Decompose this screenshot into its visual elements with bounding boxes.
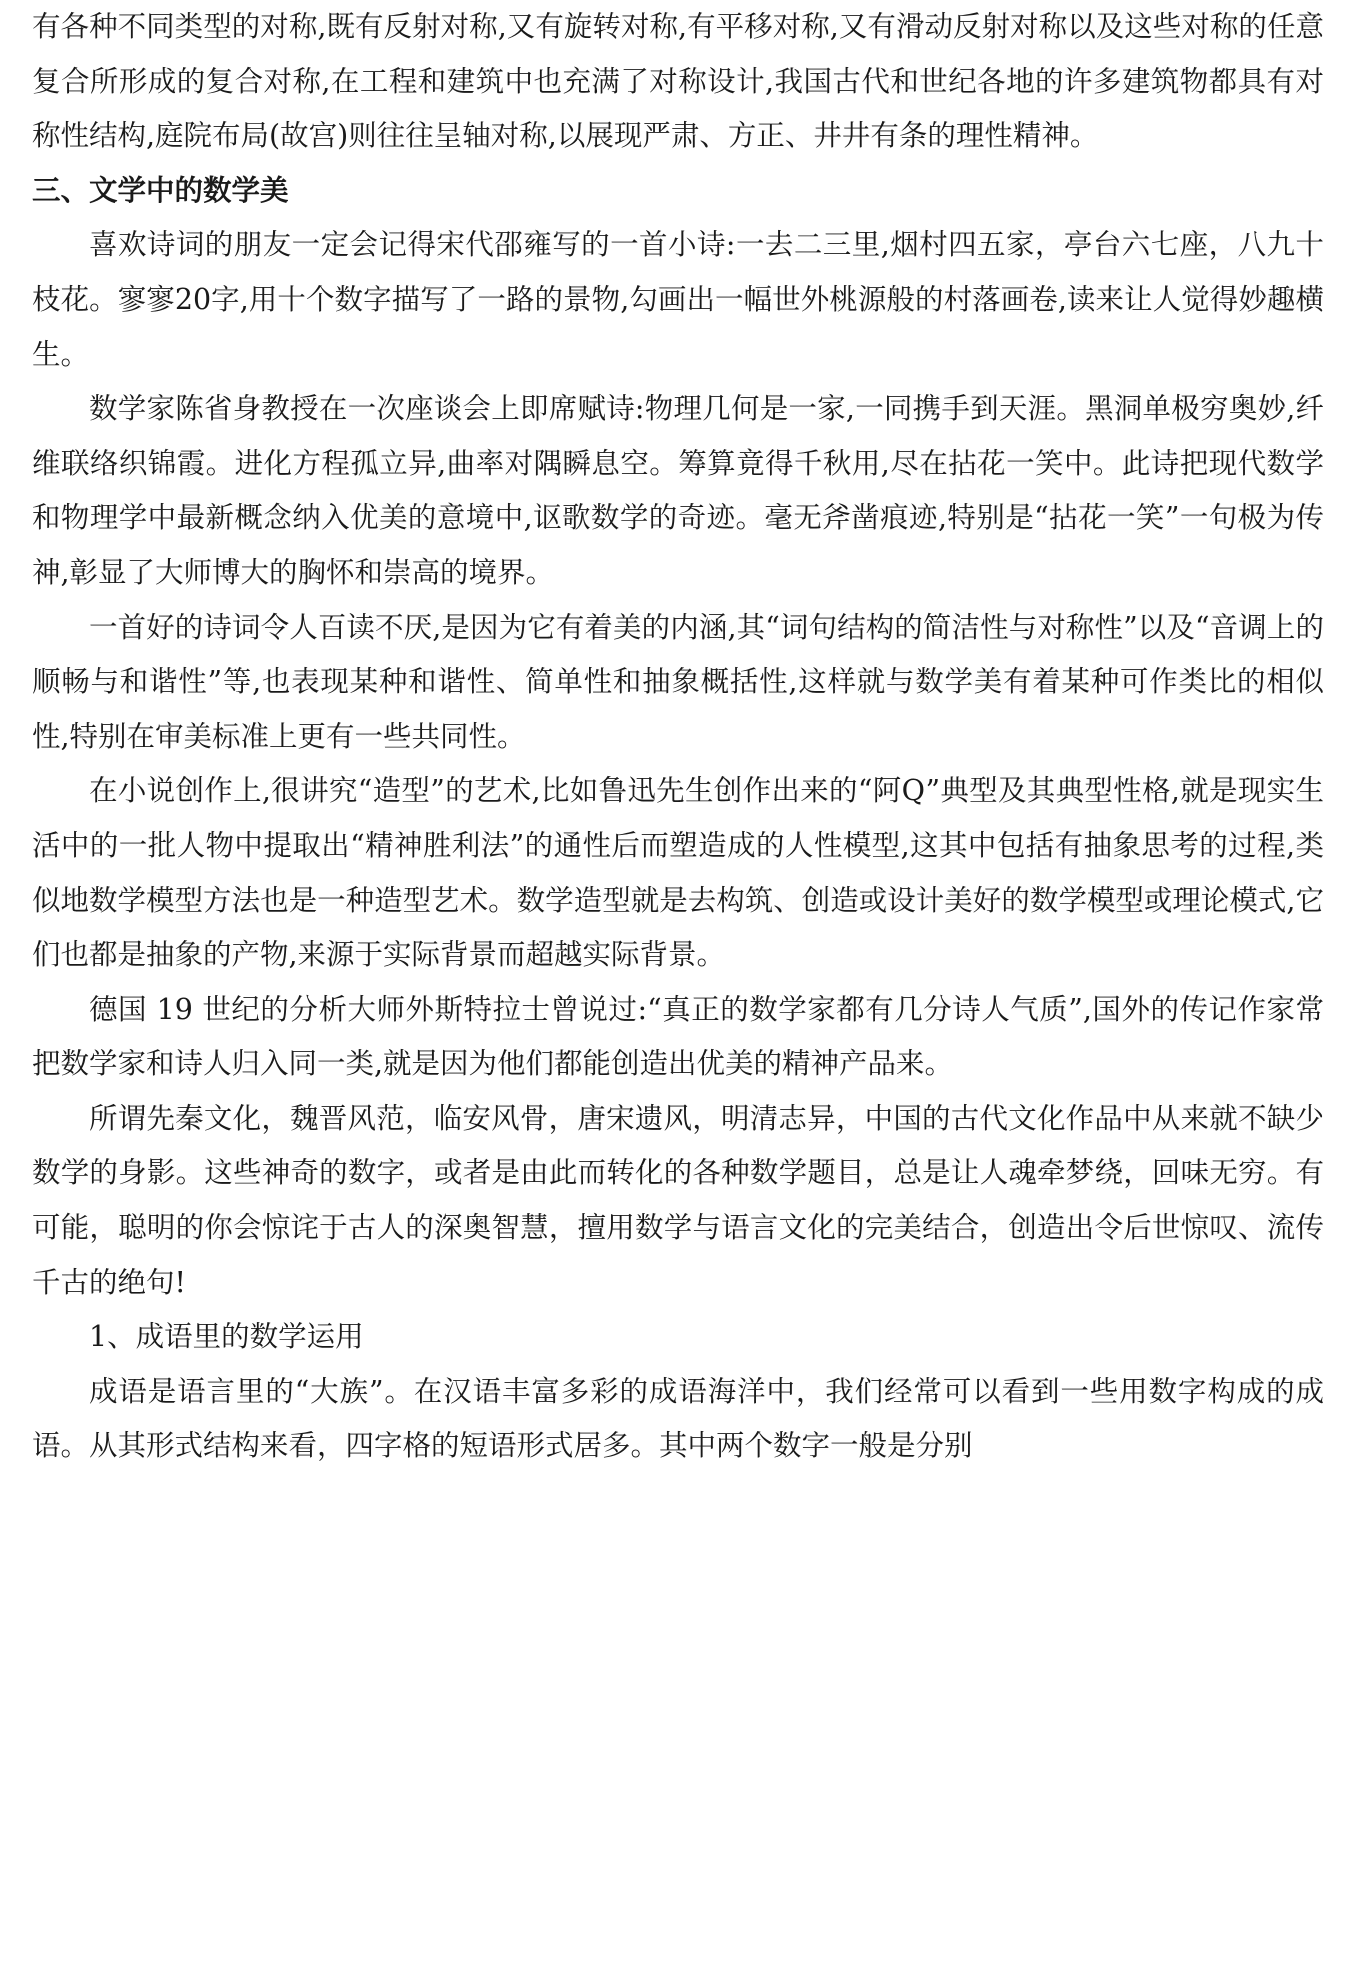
paragraph-symmetry-continuation: 有各种不同类型的对称,既有反射对称,又有旋转对称,有平移对称,又有滑动反射对称以及这些对称的任意复合所形成的复合对称,在工程和建筑中也充满了对称设计,我国古代和世纪各地的许多建筑物都具有对称性结构,庭院布局(故宫)则往往呈轴对称,以展现严肃、方正、井井有条的理性精神。 bbox=[32, 10, 1324, 153]
section-heading-literature-math-beauty: 三、文学中的数学美 bbox=[32, 173, 289, 207]
paragraph-chern-poem: 数学家陈省身教授在一次座谈会上即席赋诗:物理几何是一家,一同携手到天涯。黑洞单极穷奥妙,纤维联络织锦霞。进化方程孤立异,曲率对隅瞬息空。筹算竟得千秋用,尽在拈花一笑中。此诗把现代数学和物理学中最新概念纳入优美的意境中,讴歌数学的奇迹。毫无斧凿痕迹,特别是“拈花一笑”一句极为传神,彰显了大师博大的胸怀和崇高的境界。 bbox=[32, 392, 1324, 589]
paragraph-novel-modeling: 在小说创作上,很讲究“造型”的艺术,比如鲁迅先生创作出来的“阿Q”典型及其典型性格,就是现实生活中的一批人物中提取出“精神胜利法”的通性后而塑造成的人性模型,这其中包括有抽象思考的过程,类似地数学模型方法也是一种造型艺术。数学造型就是去构筑、创造或设计美好的数学模型或理论模式,它们也都是抽象的产物,来源于实际背景而超越实际背景。 bbox=[32, 774, 1324, 972]
subheading-idioms-math: 1、成语里的数学运用 bbox=[89, 1320, 364, 1354]
document-page bbox=[32, 0, 1324, 1474]
paragraph-shao-yong-poem: 喜欢诗词的朋友一定会记得宋代邵雍写的一首小诗:一去二三里,烟村四五家，亭台六七座，八九十枝花。寥寥20字,用十个数字描写了一路的景物,勾画出一幅世外桃源般的村落画卷,读来让人觉得妙趣横生。 bbox=[32, 228, 1324, 371]
paragraph-ancient-culture: 所谓先秦文化，魏晋风范，临安风骨，唐宋遗风，明清志异，中国的古代文化作品中从来就不缺少数学的身影。这些神奇的数字，或者是由此而转化的各种数学题目，总是让人魂牵梦绕，回味无穷。有可能，聪明的你会惊诧于古人的深奥智慧，擅用数学与语言文化的完美结合，创造出令后世惊叹、流传千古的绝句! bbox=[32, 1101, 1324, 1299]
paragraph-idioms-intro: 成语是语言里的“大族”。在汉语丰富多彩的成语海洋中，我们经常可以看到一些用数字构成的成语。从其形式结构来看，四字格的短语形式居多。其中两个数字一般是分别 bbox=[32, 1374, 1324, 1463]
paragraph-weierstrass-quote: 德国 19 世纪的分析大师外斯特拉士曾说过:“真正的数学家都有几分诗人气质”,国外的传记作家常把数学家和诗人归入同一类,就是因为他们都能创造出优美的精神产品来。 bbox=[32, 992, 1324, 1081]
paragraph-poetry-harmony: 一首好的诗词令人百读不厌,是因为它有着美的内涵,其“词句结构的简洁性与对称性”以及“音调上的顺畅与和谐性”等,也表现某种和谐性、简单性和抽象概括性,这样就与数学美有着某种可作类比的相似性,特别在审美标准上更有一些共同性。 bbox=[32, 610, 1324, 753]
